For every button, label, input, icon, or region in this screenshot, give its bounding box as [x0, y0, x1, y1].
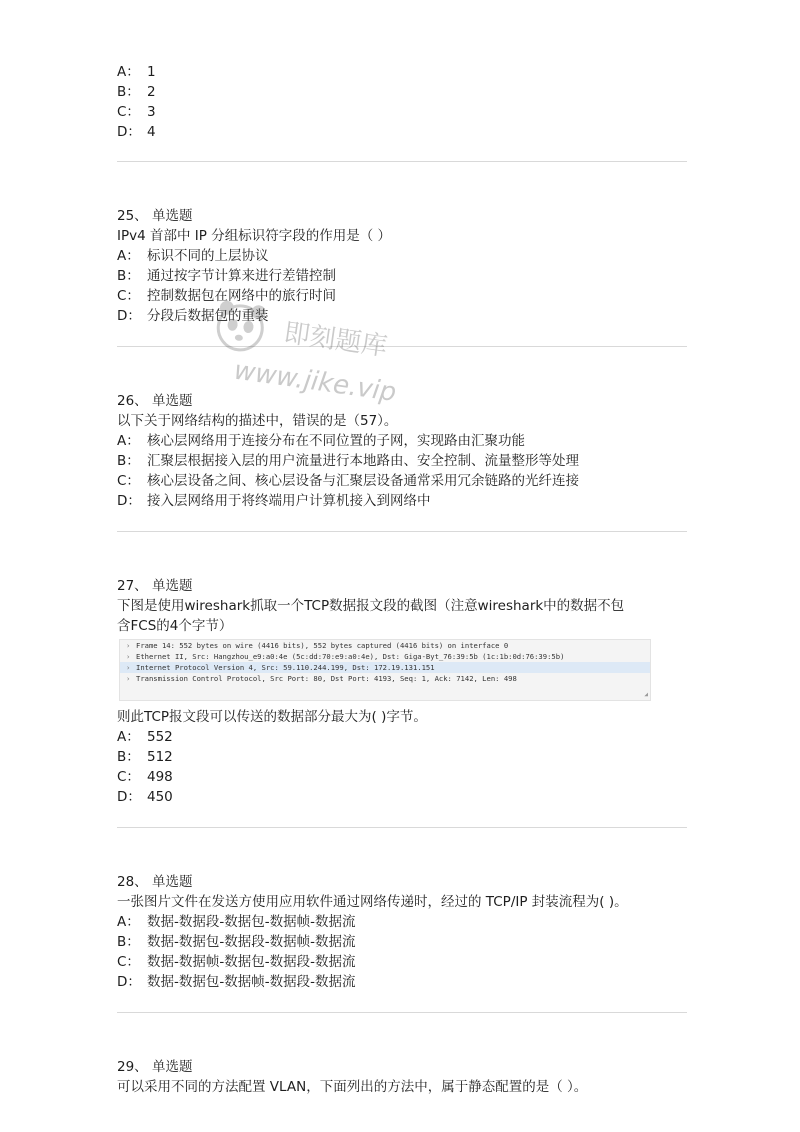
resize-grip-icon: ◢ — [644, 691, 648, 698]
option-b[interactable]: B： 通过按字节计算来进行差错控制 — [117, 268, 336, 284]
option-b[interactable]: B： 汇聚层根据接入层的用户流量进行本地路由、安全控制、流量整形等处理 — [117, 453, 579, 469]
chevron-right-icon: › — [126, 663, 131, 672]
question-25 — [117, 206, 687, 326]
question-24 — [117, 62, 687, 142]
watermark-url: www.jike.vip — [232, 355, 399, 409]
option-b[interactable]: B： 2 — [117, 84, 156, 100]
capture-row-tcp: › Transmission Control Protocol, Src Port: 80, Dst Port: 4193, Seq: 1, Ack: 7142, Len: 498 — [126, 674, 517, 683]
question-27 — [117, 576, 687, 807]
question-text-line-2: 含FCS的4个字节） — [117, 618, 233, 634]
question-26 — [117, 391, 687, 511]
question-header: 26、 单选题 — [117, 393, 193, 409]
watermark-brand: 即刻题库 — [281, 318, 390, 363]
option-d[interactable]: D： 接入层网络用于将终端用户计算机接入到网络中 — [117, 493, 431, 509]
question-28 — [117, 872, 687, 992]
option-d[interactable]: D： 分段后数据包的重装 — [117, 308, 269, 324]
option-a[interactable]: A： 552 — [117, 729, 173, 745]
option-a[interactable]: A： 核心层网络用于连接分布在不同位置的子网，实现路由汇聚功能 — [117, 433, 525, 449]
question-text-line-1: 下图是使用wireshark抓取一个TCP数据报文段的截图（注意wireshark中的数据不包 — [117, 598, 625, 614]
chevron-right-icon: › — [126, 674, 131, 683]
option-d[interactable]: D： 数据-数据包-数据帧-数据段-数据流 — [117, 974, 356, 990]
option-c[interactable]: C： 核心层设备之间、核心层设备与汇聚层设备通常采用冗余链路的光纤连接 — [117, 473, 579, 489]
question-prompt: 则此TCP报文段可以传送的数据部分最大为( )字节。 — [117, 709, 427, 725]
document-page — [117, 62, 687, 1097]
question-header: 25、 单选题 — [117, 208, 193, 224]
chevron-right-icon: › — [126, 641, 131, 650]
option-d[interactable]: D： 4 — [117, 124, 156, 140]
option-a[interactable]: A： 1 — [117, 64, 156, 80]
capture-row-ethernet: › Ethernet II, Src: Hangzhou_e9:a0:4e (5c:dd:70:e9:a0:4e), Dst: Giga-Byt_76:39:5b (1c:1b:0d:76:39:5b) — [126, 652, 565, 661]
option-d[interactable]: D： 450 — [117, 789, 173, 805]
option-c[interactable]: C： 498 — [117, 769, 173, 785]
question-header: 27、 单选题 — [117, 578, 193, 594]
question-header: 29、 单选题 — [117, 1059, 193, 1075]
question-text: 可以采用不同的方法配置 VLAN，下面列出的方法中，属于静态配置的是（ ）。 — [117, 1079, 588, 1095]
capture-row-frame: › Frame 14: 552 bytes on wire (4416 bits), 552 bytes captured (4416 bits) on interface 0 — [126, 641, 509, 650]
option-a[interactable]: A： 数据-数据段-数据包-数据帧-数据流 — [117, 914, 356, 930]
capture-row-ipv4: › Internet Protocol Version 4, Src: 59.110.244.199, Dst: 172.19.131.151 — [120, 662, 650, 673]
option-c[interactable]: C： 控制数据包在网络中的旅行时间 — [117, 288, 336, 304]
option-b[interactable]: B： 512 — [117, 749, 173, 765]
option-c[interactable]: C： 3 — [117, 104, 156, 120]
option-a[interactable]: A： 标识不同的上层协议 — [117, 248, 269, 264]
option-c[interactable]: C： 数据-数据帧-数据包-数据段-数据流 — [117, 954, 356, 970]
question-text: IPv4 首部中 IP 分组标识符字段的作用是（ ） — [117, 228, 391, 244]
question-text: 以下关于网络结构的描述中，错误的是（57）。 — [117, 413, 398, 429]
option-b[interactable]: B： 数据-数据包-数据段-数据帧-数据流 — [117, 934, 356, 950]
question-text: 一张图片文件在发送方使用应用软件通过网络传递时，经过的 TCP/IP 封装流程为( )。 — [117, 894, 628, 910]
question-29 — [117, 1057, 687, 1097]
question-header: 28、 单选题 — [117, 874, 193, 890]
wireshark-screenshot — [119, 639, 651, 701]
chevron-right-icon: › — [126, 652, 131, 661]
